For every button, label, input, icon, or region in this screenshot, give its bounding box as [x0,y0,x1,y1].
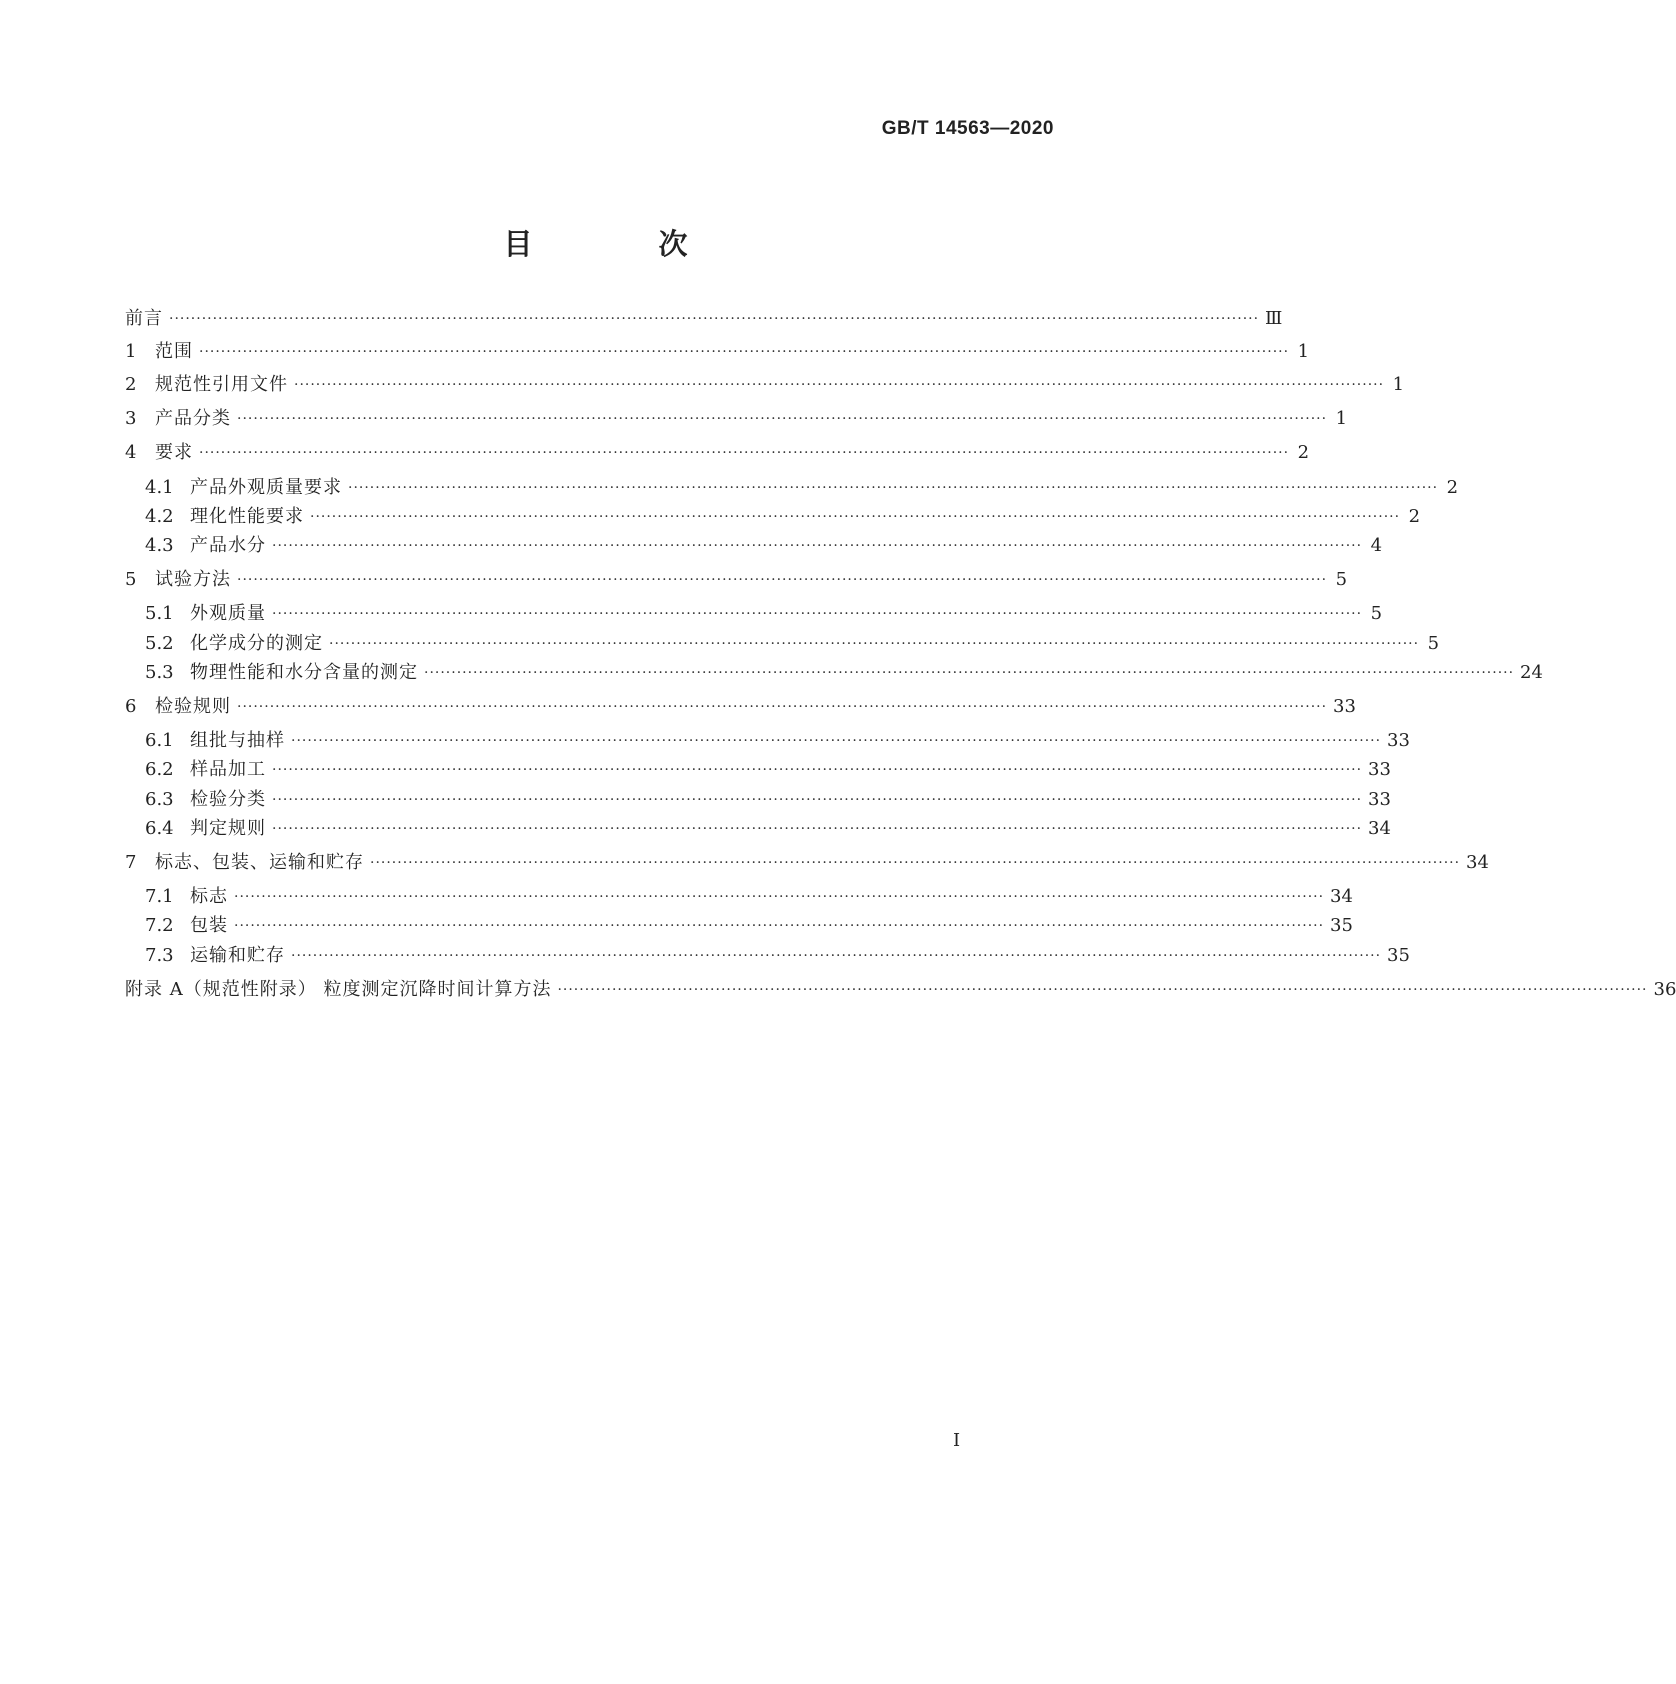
dot-leader: ········································································································································································································ [424,665,1515,681]
dot-leader: ········································································································································································································ [370,855,1461,871]
toc-entry[interactable] [145,885,1353,909]
dot-leader: ········································································································································································································ [237,699,1328,715]
toc-entry-number: 6 [125,696,137,717]
dot-leader: ········································································································································································································ [237,572,1328,588]
toc-entry-label: 试验方法 [155,569,231,590]
toc-entry-label: 产品外观质量要求 [190,477,342,498]
toc-entry-page: 4 [1370,535,1383,556]
toc-entry-page: 24 [1520,662,1543,683]
toc-entry-number: 6.1 [145,730,174,751]
toc-entry-page: 2 [1297,442,1310,463]
toc-entry[interactable] [125,568,1348,592]
toc-entry[interactable] [145,476,1459,500]
toc-entry-page: 33 [1387,730,1410,751]
toc-entry-label: 检验规则 [155,696,231,717]
toc-entry[interactable] [145,661,1543,685]
toc-entry-page: 5 [1370,603,1383,624]
toc-entry[interactable] [145,602,1383,626]
toc-entry-page: 1 [1335,408,1348,429]
dot-leader: ········································································································································································································ [272,762,1363,778]
toc-entry[interactable] [125,695,1356,719]
toc-entry-label: 外观质量 [190,603,266,624]
dot-leader: ········································································································································································································ [199,445,1290,461]
toc-entry[interactable] [145,729,1410,753]
toc-entry[interactable] [125,373,1405,397]
toc-entry[interactable] [145,534,1383,558]
dot-leader: ········································································································································································································ [329,636,1420,652]
toc-entry-number: 5.3 [145,662,174,683]
dot-leader: ········································································································································································································ [291,733,1382,749]
toc-entry[interactable] [145,632,1440,656]
page-title: 目 次 [503,227,746,261]
toc-entry-page: 1 [1392,374,1405,395]
toc-entry-label: 运输和贮存 [190,945,285,966]
dot-leader: ········································································································································································································ [234,918,1325,934]
toc-entry-number: 5 [125,569,137,590]
dot-leader: ········································································································································································································ [294,377,1385,393]
toc-entry-page: 33 [1333,696,1356,717]
toc-entry[interactable] [125,407,1348,431]
dot-leader: ········································································································································································································ [291,948,1382,964]
toc-entry-page: 34 [1330,886,1353,907]
dot-leader: ········································································································································································································ [272,606,1363,622]
toc-entry-page: 2 [1446,477,1459,498]
toc-entry-page: Ⅲ [1265,308,1283,329]
toc-entry-number: 7.2 [145,915,174,936]
toc-entry-number: 4.1 [145,477,174,498]
toc-entry-page: 1 [1297,341,1310,362]
standard-code: GB/T 14563—2020 [881,118,1054,139]
toc-entry-page: 36 [1653,979,1676,1000]
toc-entry-number: 7 [125,852,137,873]
toc-entry[interactable] [145,944,1410,968]
dot-leader: ········································································································································································································ [310,509,1401,525]
toc-entry-label: 产品水分 [190,535,266,556]
page-number: I [953,1430,961,1451]
toc-entry[interactable] [145,914,1353,938]
toc-entry-label: 产品分类 [155,408,231,429]
toc-entry-number: 6.2 [145,759,174,780]
toc-entry[interactable] [125,978,1676,1002]
toc-entry-page: 33 [1368,789,1391,810]
toc-entry-label: 规范性引用文件 [155,374,288,395]
toc-entry-page: 2 [1408,506,1421,527]
toc-entry-number: 5.2 [145,633,174,654]
toc-entry-number: 7.1 [145,886,174,907]
toc-entry-number: 3 [125,408,137,429]
toc-entry-label: 组批与抽样 [190,730,285,751]
toc-entry-label: 物理性能和水分含量的测定 [190,662,418,683]
toc-entry-label: 标志、包装、运输和贮存 [155,852,364,873]
toc-entry-page: 35 [1387,945,1410,966]
toc-entry[interactable] [145,758,1391,782]
dot-leader: ········································································································································································································ [348,480,1439,496]
toc-entry-number: 4.3 [145,535,174,556]
toc-entry-page: 34 [1368,818,1391,839]
dot-leader: ········································································································································································································ [557,982,1648,998]
toc-entry-page: 5 [1335,569,1348,590]
toc-entry-number: 4.2 [145,506,174,527]
dot-leader: ········································································································································································································ [199,344,1290,360]
toc-entry-number: 6.3 [145,789,174,810]
toc-entry[interactable] [145,505,1421,529]
toc-entry-label: 包装 [190,915,228,936]
dot-leader: ········································································································································································································ [169,311,1260,327]
toc-entry-number: 2 [125,374,137,395]
toc-entry-page: 35 [1330,915,1353,936]
toc-entry-label: 前言 [125,308,163,329]
dot-leader: ········································································································································································································ [272,821,1363,837]
toc-entry-page: 34 [1466,852,1489,873]
dot-leader: ········································································································································································································ [237,411,1328,427]
toc-entry-number: 4 [125,442,137,463]
toc-entry-number: 1 [125,341,137,362]
toc-entry-label: 判定规则 [190,818,266,839]
toc-entry-label: 检验分类 [190,789,266,810]
dot-leader: ········································································································································································································ [234,889,1325,905]
toc-entry-label: 范围 [155,341,193,362]
toc-entry-label: 要求 [155,442,193,463]
toc-entry[interactable] [125,307,1283,331]
toc-entry-label: 样品加工 [190,759,266,780]
toc-entry[interactable] [125,851,1489,875]
toc-entry-label: 附录 A（规范性附录） 粒度测定沉降时间计算方法 [125,979,552,1000]
toc-entry-label: 理化性能要求 [190,506,304,527]
toc-entry-page: 33 [1368,759,1391,780]
toc-entry[interactable] [145,788,1391,812]
toc-entry[interactable] [125,441,1310,465]
toc-entry-label: 化学成分的测定 [190,633,323,654]
toc-entry-label: 标志 [190,886,228,907]
dot-leader: ········································································································································································································ [272,792,1363,808]
toc-entry-number: 5.1 [145,603,174,624]
toc-entry-number: 6.4 [145,818,174,839]
dot-leader: ········································································································································································································ [272,538,1363,554]
toc-entry-page: 5 [1427,633,1440,654]
toc-entry[interactable] [145,817,1391,841]
toc-entry[interactable] [125,340,1310,364]
toc-entry-number: 7.3 [145,945,174,966]
